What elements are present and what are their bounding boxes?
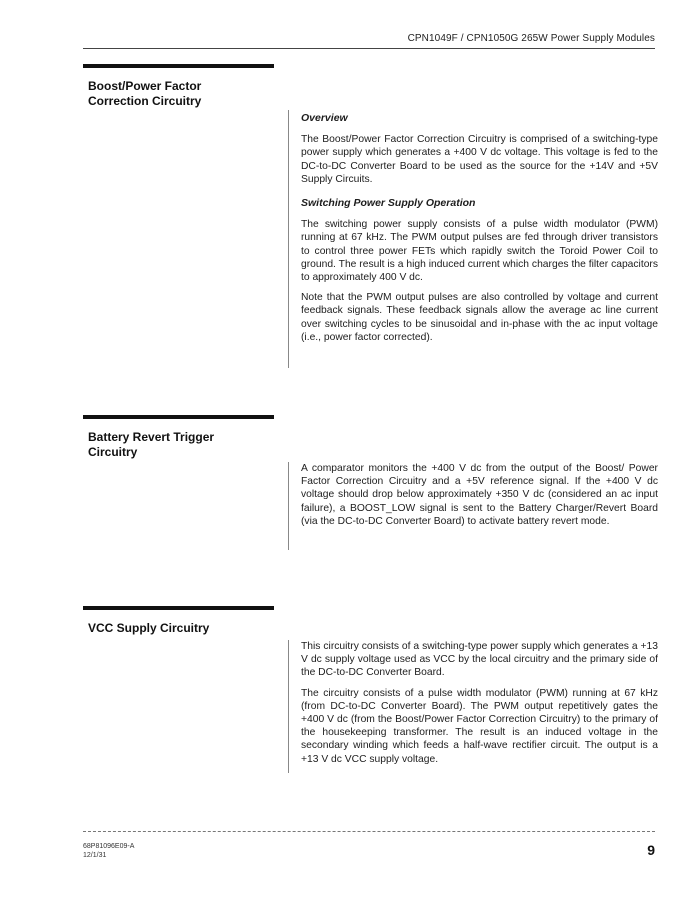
section-heading-vcc xyxy=(88,621,288,636)
section-bar-battery xyxy=(83,415,274,419)
section-heading-line: VCC Supply Circuitry xyxy=(88,621,210,635)
paragraph: A comparator monitors the +400 V dc from the output of the Boost/ Power Factor Correction Circuitry and a +5V reference signal. If the +400 V dc voltage should drop below approximately +350 V dc (considered an ac input failure), a BOOST_LOW signal is sent to the Battery Charger/Revert Board (via the DC-to-DC Converter Board) to activate battery revert mode. xyxy=(301,463,658,527)
page-number: 9 xyxy=(647,842,655,858)
paragraph: The circuitry consists of a pulse width modulator (PWM) running at 67 kHz (from DC-to-DC Converter Board). The PWM output repetitively gates the +400 V dc (from the Boost/Power Factor Correction Circuitry) to the primary of the housekeeping transformer. The result is an induced voltage in the secondary winding which feeds a half-wave rectifier circuit. The output is a +13 V dc VCC supply voltage. xyxy=(301,687,658,765)
subsection-title-overview: Overview xyxy=(301,112,348,124)
footer-code xyxy=(83,843,134,860)
paragraph: This circuitry consists of a switching-type power supply which generates a +13 V dc supply voltage used as VCC by the local circuitry and the primary side of the DC-to-DC Converter Board. xyxy=(301,641,658,679)
doc-code: 68P81096E09-A xyxy=(83,843,135,850)
section-body-battery xyxy=(288,462,658,550)
footer-rule xyxy=(83,831,655,832)
section-heading-line: Circuitry xyxy=(88,445,138,459)
subsection-title-switching: Switching Power Supply Operation xyxy=(301,197,476,210)
section-body-vcc xyxy=(288,640,658,773)
section-heading-boost xyxy=(88,79,288,109)
header-rule xyxy=(83,48,655,49)
paragraph: Note that the PWM output pulses are also controlled by voltage and current feedback signals. These feedback signals allow the average ac line current over switching cycles to be sinusoidal and in-phase with the ac input voltage (i.e., power factor corrected). xyxy=(301,292,658,343)
section-heading-line: Correction Circuitry xyxy=(88,94,202,108)
section-heading-line: Boost/Power Factor xyxy=(88,79,202,93)
section-heading-line: Battery Revert Trigger xyxy=(88,430,215,444)
paragraph: The switching power supply consists of a pulse width modulator (PWM) running at 67 kHz. The PWM output pulses are fed through driver transistors to control three power FETs which rapidly switch the Toroid Power Coil to ground. The result is a high induced current which charges the filter capacitors to approximately 400 V dc. xyxy=(301,219,658,284)
paragraph: The Boost/Power Factor Correction Circuitry is comprised of a switching-type power supply which generates a +400 V dc voltage. This voltage is fed to the DC-to-DC Converter Board to be used as the source for the +14V and +5V Supply Circuits. xyxy=(301,134,658,185)
section-heading-battery xyxy=(88,430,288,460)
section-body-boost xyxy=(288,110,658,368)
doc-date: 12/1/31 xyxy=(83,851,107,859)
section-bar-vcc xyxy=(83,606,274,610)
header-title: CPN1049F / CPN1050G 265W Power Supply Modules xyxy=(407,33,655,44)
section-bar-boost xyxy=(83,64,274,68)
